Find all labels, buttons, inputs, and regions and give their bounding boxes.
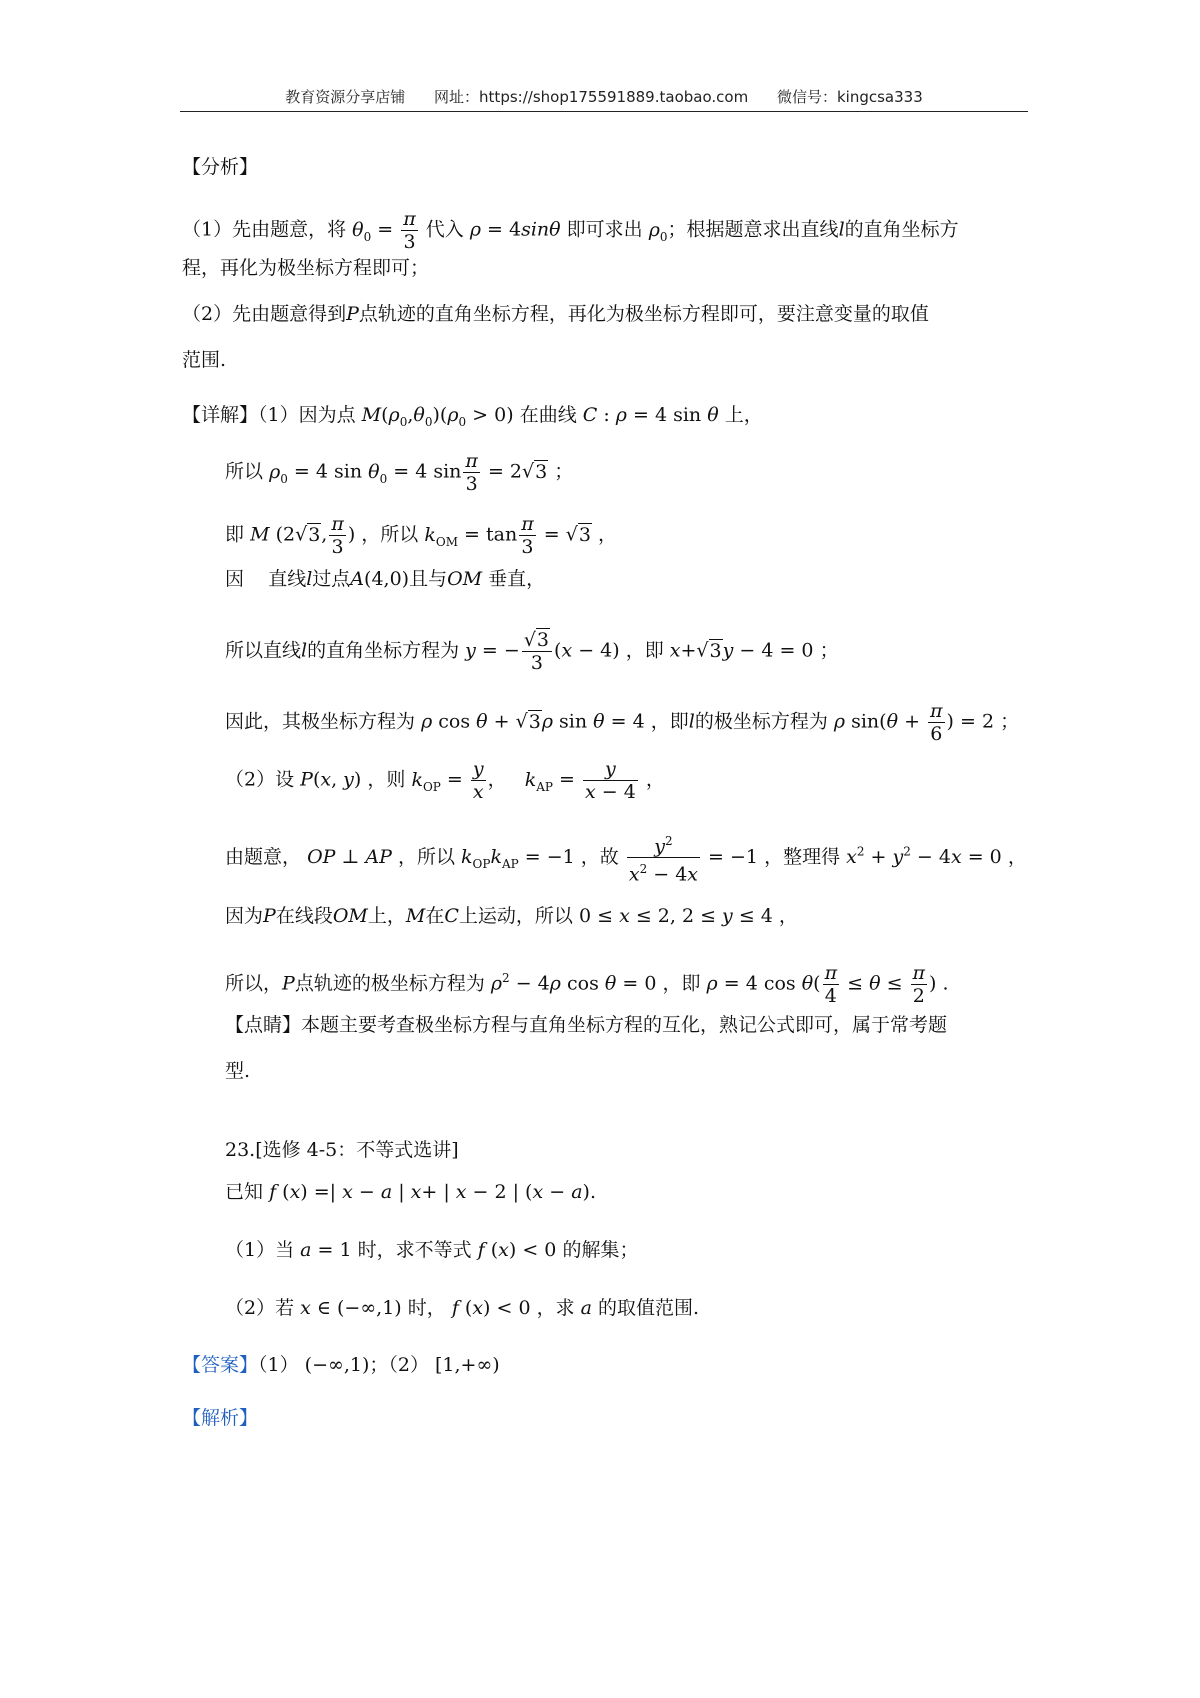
detail-line-4: 因 直线l过点A(4,0)且与OM 垂直， <box>225 568 546 590</box>
question-23-part-1: （1）当 a = 1 时，求不等式 f (x) < 0 的解集； <box>225 1239 639 1261</box>
page-header <box>180 86 1028 107</box>
question-23-part-2: （2）若 x ∈ (−∞,1) 时， f (x) < 0 ，求 a 的取值范围. <box>225 1297 700 1319</box>
question-23-title: 23.[选修 4-5：不等式选讲] <box>225 1139 459 1161</box>
answer-heading: 【答案】 <box>182 1354 259 1376</box>
detail-line-7: （2）设 P(x, y) ，则 $k_{OP}$ = $\frac{y}{x}$ ， $k_{AP}$ = $\frac{y}{x - 4}$ ， <box>225 758 665 803</box>
question-23-given: 已知 f (x) =| x − a | x+ | x − 2 | (x − a). <box>225 1181 596 1203</box>
detail-line-2: 所以 $\rho_0 = 4$ $\sin \theta_0 = 4$ sin $\frac{\pi}{3}$ = 2√3 ； <box>225 450 574 495</box>
header-rule <box>180 111 1028 112</box>
detail-line-8: 由题意， OP ⊥ AP ，所以 $k_{OP}k_{AP} = -1$ ，故 $\frac{y^2}{x^2 - 4x}$ = −1 ，整理得 $x^2 + y^2 - 4x = 0$ ， <box>225 830 1027 886</box>
detail-heading: 【详解】 <box>182 404 259 426</box>
detail-line-3: 即 M (2√3, $\frac{\pi}{3}$ ) ，所以 $k_{OM} = \tan$ $\frac{\pi}{3}$ = √3 ， <box>225 513 617 558</box>
analysis-p1-line2: 程，再化为极坐标方程即可； <box>182 257 430 279</box>
detail-line-6: 因此，其极坐标方程为 ρ cos θ + √3ρ sin θ = 4 ，即l的极坐标方程为 ρ sin(θ + $\frac{\pi}{6}$ ) = 2 ； <box>225 700 1020 745</box>
analysis-heading: 【分析】 <box>182 156 259 178</box>
solution-heading: 【解析】 <box>182 1407 259 1429</box>
header-shop: 教育资源分享店铺 <box>285 88 406 106</box>
comment-line-2: 型. <box>225 1060 251 1082</box>
detail-line-10: 所以，P点轨迹的极坐标方程为 $\rho^2 - 4\rho$ cos θ = 0 ，即 ρ = 4 cos θ( $\frac{\pi}{4}$ ≤ θ ≤ $\frac{\pi}{2}$ ) . <box>225 962 949 1007</box>
header-url: 网址：https://shop175591889.taobao.com <box>434 88 749 106</box>
analysis-p1: （1）先由题意，将 $\theta_0$ = $\frac{\pi}{3}$ 代入 ρ = 4sinθ 即可求出 $\rho_0$；根据题意求出直线l的直角坐标方 <box>182 208 959 253</box>
comment-line-1: 【点睛】本题主要考查极坐标方程与直角坐标方程的互化，熟记公式即可，属于常考题 <box>225 1014 948 1036</box>
detail-line-1: 【详解】（1）因为点 $M(\rho_0,\theta_0)(\rho_0 > 0)$ 在曲线 C : ρ = 4 sin θ 上， <box>182 404 763 429</box>
detail-line-9: 因为P在线段OM上，M在C上运动，所以 0 ≤ x ≤ 2, 2 ≤ y ≤ 4 ， <box>225 905 798 927</box>
analysis-p2-line2: 范围. <box>182 349 227 371</box>
comment-heading: 【点睛】 <box>225 1014 302 1036</box>
answer-line: 【答案】（1） (−∞,1)；（2） [1,+∞) <box>182 1354 500 1376</box>
detail-line-5: 所以直线l的直角坐标方程为 y = − $\frac{√3}{3}$ (x − 4) ，即 x+√3y − 4 = 0 ； <box>225 629 839 674</box>
analysis-p2: （2）先由题意得到P点轨迹的直角坐标方程，再化为极坐标方程即可，要注意变量的取值 <box>182 303 929 325</box>
header-wechat: 微信号：kingcsa333 <box>776 88 923 106</box>
